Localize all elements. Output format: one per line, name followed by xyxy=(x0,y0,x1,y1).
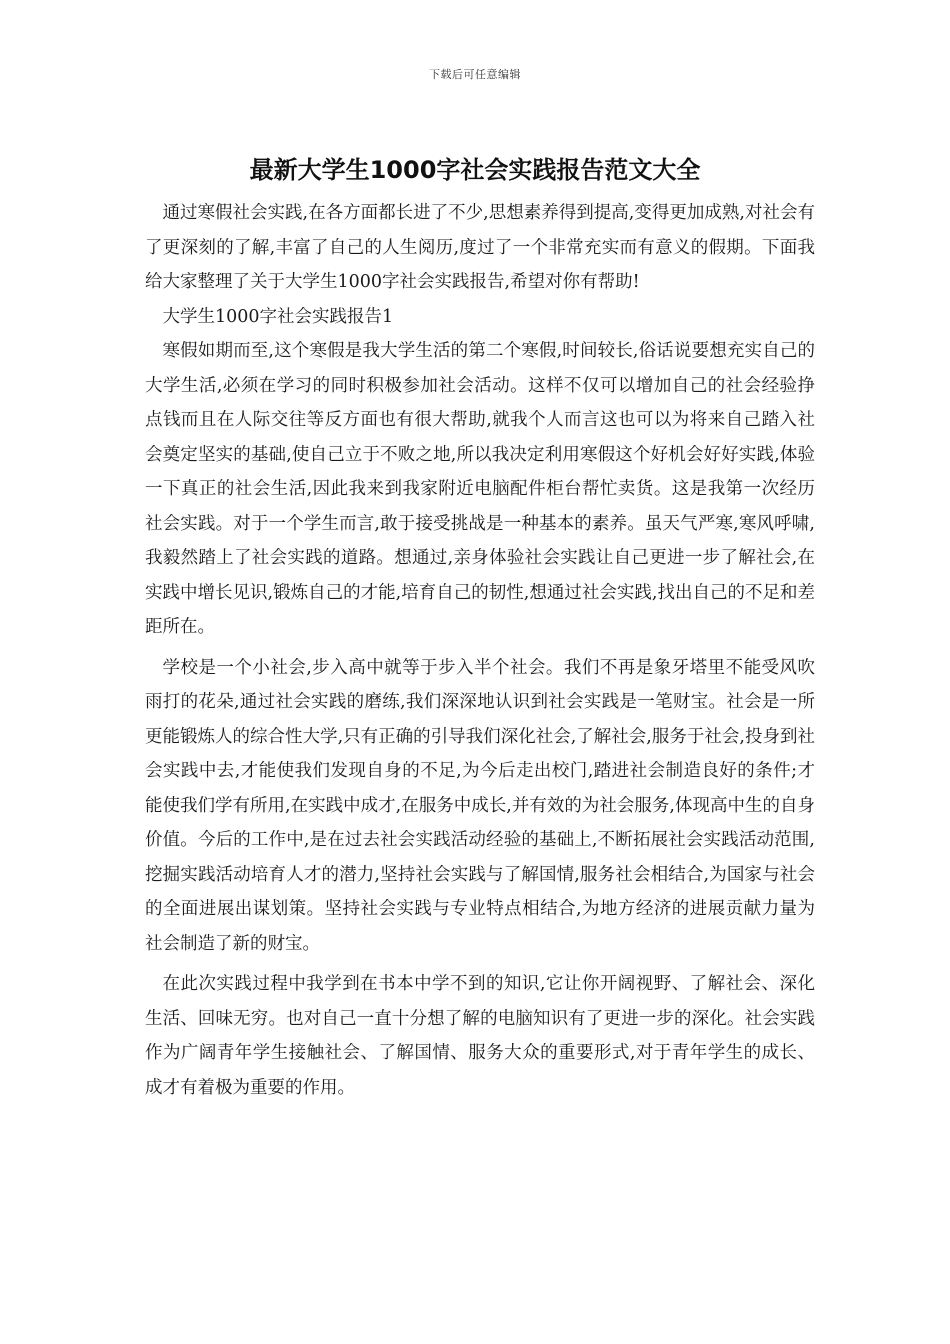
body-paragraph-3: 在此次实践过程中我学到在书本中学不到的知识,它让你开阔视野、了解社会、深化生活、回味无穷。也对自己一直十分想了解的电脑知识有了更进一步的深化。社会实践作为广阔青年学生接触社会、了解国情、服务大众的重要形式,对于青年学生的成长、成才有着极为重要的作用。 xyxy=(145,974,815,1098)
body-paragraph-2: 学校是一个小社会,步入高中就等于步入半个社会。我们不再是象牙塔里不能受风吹雨打的花朵,通过社会实践的磨练,我们深深地认识到社会实践是一笔财宝。社会是一所更能锻炼人的综合性大学,只有正确的引导我们深化社会,了解社会,服务于社会,投身到社会实践中去,才能使我们发现自身的不足,为今后走出校门,踏进社会制造良好的条件;才能使我们学有所用,在实践中成才,在服务中成长,并有效的为社会服务,体现高中生的自身价值。今后的工作中,是在过去社会实践活动经验的基础上,不断拓展社会实践活动范围,挖掘实践活动培育人才的潜力,坚持社会实践与了解国情,服务社会相结合,为国家与社会的全面进展出谋划策。坚持社会实践与专业特点相结合,为地方经济的进展贡献力量为社会制造了新的财宝。 xyxy=(145,657,815,954)
intro-paragraph: 通过寒假社会实践,在各方面都长进了不少,思想素养得到提高,变得更加成熟,对社会有了更深刻的了解,丰富了自己的人生阅历,度过了一个非常充实而有意义的假期。下面我给大家整理了关于大学生1000字社会实践报告,希望对你有帮助! xyxy=(145,203,815,292)
page-header-note: 下载后可任意编辑 xyxy=(429,68,521,81)
section-heading: 大学生1000字社会实践报告1 xyxy=(162,306,394,327)
body-paragraph-1: 寒假如期而至,这个寒假是我大学生活的第二个寒假,时间较长,俗话说要想充实自己的大学生活,必须在学习的同时积极参加社会活动。这样不仅可以增加自己的社会经验挣点钱而且在人际交往等反方面也有很大帮助,就我个人而言这也可以为将来自己踏入社会奠定坚实的基础,使自己立于不败之地,所以我决定利用寒假这个好机会好好实践,体验一下真正的社会生活,因此我来到我家附近电脑配件柜台帮忙卖货。这是我第一次经历社会实践。对于一个学生而言,敢于接受挑战是一种基本的素养。虽天气严寒,寒风呼啸,我毅然踏上了社会实践的道路。想通过,亲身体验社会实践让自己更进一步了解社会,在实践中增长见识,锻炼自己的才能,培育自己的韧性,想通过社会实践,找出自己的不足和差距所在。 xyxy=(145,341,815,637)
document-body xyxy=(145,196,815,1105)
document-title: 最新大学生1000字社会实践报告范文大全 xyxy=(249,156,701,184)
